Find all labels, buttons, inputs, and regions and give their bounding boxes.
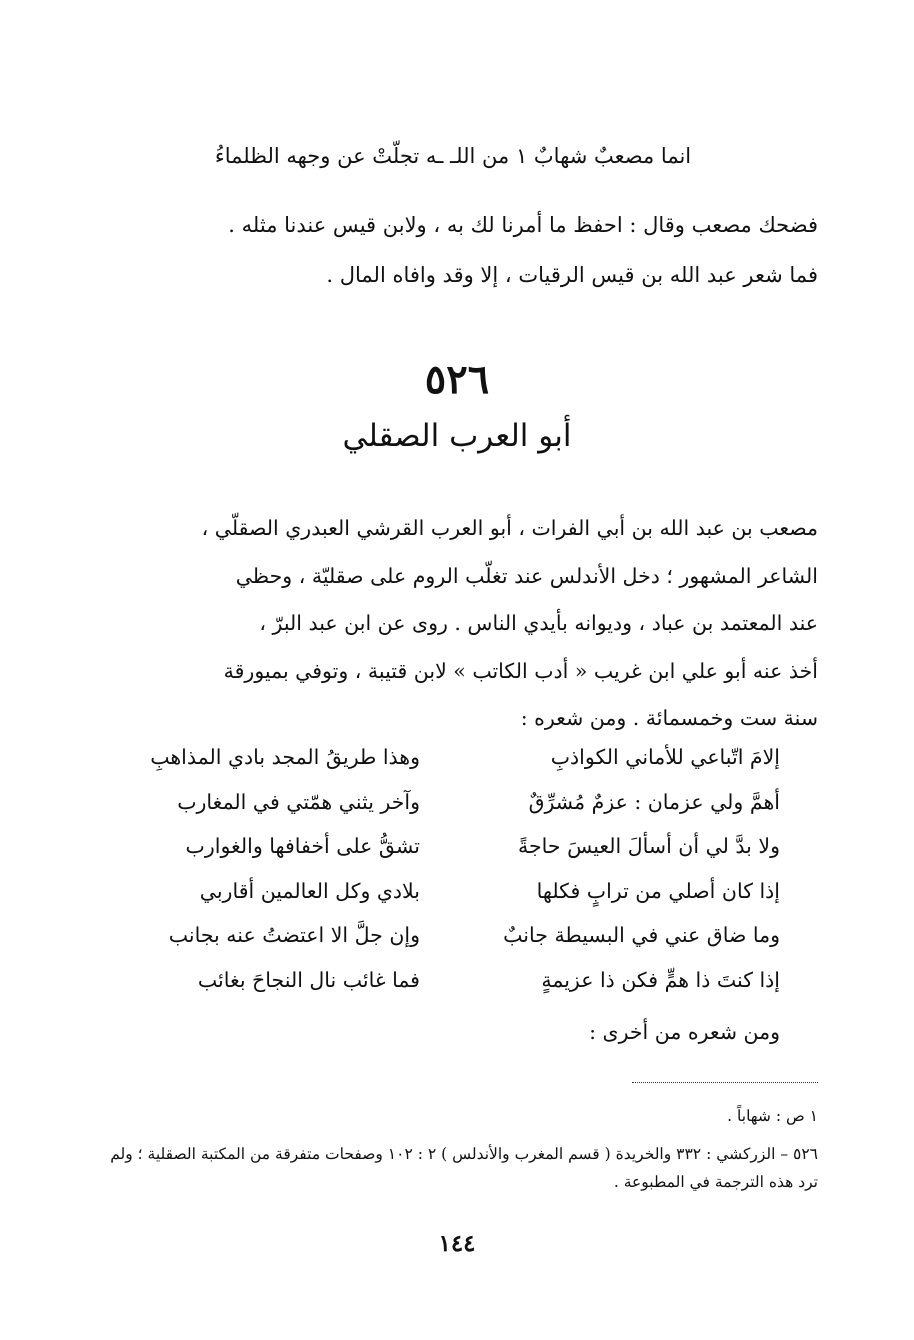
- verse-second-hemistich: وهذا طريقُ المجد بادي المذاهبِ: [150, 745, 420, 769]
- poem: [130, 745, 780, 1012]
- more-poetry-line: ومن شعره من أخرى :: [589, 1020, 780, 1044]
- verse-second-hemistich: وآخر يثني همّتي في المغارب: [177, 789, 420, 814]
- verse-row: [130, 834, 780, 879]
- verse-second-hemistich: بلادي وكل العالمين أقاربي: [199, 878, 420, 903]
- verse-first-hemistich: إلامَ اتّباعي للأماني الكواذبِ: [550, 745, 780, 769]
- entry-number: ٥٢٦: [424, 356, 490, 403]
- entry-title: أبو العرب الصقلي: [342, 418, 572, 454]
- verse-row: [130, 968, 780, 1013]
- verse-row: [130, 923, 780, 968]
- footnote: ٥٢٦ – الزركشي : ٣٣٢ والخريدة ( قسم المغرب والأندلس ) ٢ : ١٠٢ وصفحات متفرقة من المكتبة الصقلية ؛ ولم ترد هذه الترجمة في المطبوعة .: [110, 1145, 818, 1191]
- verse-row: [130, 790, 780, 835]
- verse-first-hemistich: أهمَّ ولي عزمان : عزمٌ مُشرِّقٌ: [528, 789, 780, 814]
- page-number: ١٤٤: [438, 1230, 476, 1257]
- bio-line: عند المعتمد بن عباد ، وديوانه بأيدي الناس . روى عن ابن عبد البرّ ،: [259, 611, 818, 635]
- biography-paragraph: [98, 505, 818, 743]
- verse-first-hemistich: إذا كان أصلي من ترابٍ فكلها: [536, 878, 780, 903]
- verse-second-hemistich: تشقُّ على أخفافها والغوارب: [185, 834, 420, 858]
- verse-first-hemistich: ولا بدَّ لي أن أسألَ العيسَ حاجةً: [518, 834, 780, 858]
- verse-first-hemistich: وما ضاق عني في البسيطة جانبٌ: [503, 923, 780, 947]
- bio-line: سنة ست وخمسمائة . ومن شعره :: [520, 706, 818, 730]
- verse-second-hemistich: فما غائب نال النجاحَ بغائب: [197, 967, 420, 992]
- footnote-divider: [632, 1082, 818, 1083]
- closing-line: فما شعر عبد الله بن قيس الرقيات ، إلا وقد وافاه المال .: [326, 263, 818, 287]
- bio-line: مصعب بن عبد الله بن أبي الفرات ، أبو العرب القرشي العبدري الصقلّي ،: [201, 516, 818, 540]
- bio-line: الشاعر المشهور ؛ دخل الأندلس عند تغلّب الروم على صقليّة ، وحظي: [235, 563, 818, 588]
- verse-second-hemistich: وإن جلَّ الا اعتضتُ عنه بجانب: [168, 923, 420, 947]
- bio-line: أخذ عنه أبو علي ابن غريب « أدب الكاتب » لابن قتيبة ، وتوفي بميورقة: [223, 658, 818, 683]
- closing-line: فضحك مصعب وقال : احفظ ما أمرنا لك به ، ولابن قيس عندنا مثله .: [228, 213, 818, 237]
- footnote: ١ ص : شهاباً .: [727, 1107, 818, 1125]
- verse-first-hemistich: إذا كنتَ ذا همٍّ فكن ذا عزيمةٍ: [541, 967, 780, 992]
- closing-paragraph: [98, 200, 818, 300]
- verse-row: [130, 879, 780, 924]
- previous-verse: انما مصعبٌ شهابٌ ١ من اللـ ـه تجلّتْ عن وجهه الظلماءُ: [214, 144, 692, 168]
- verse-row: [130, 745, 780, 790]
